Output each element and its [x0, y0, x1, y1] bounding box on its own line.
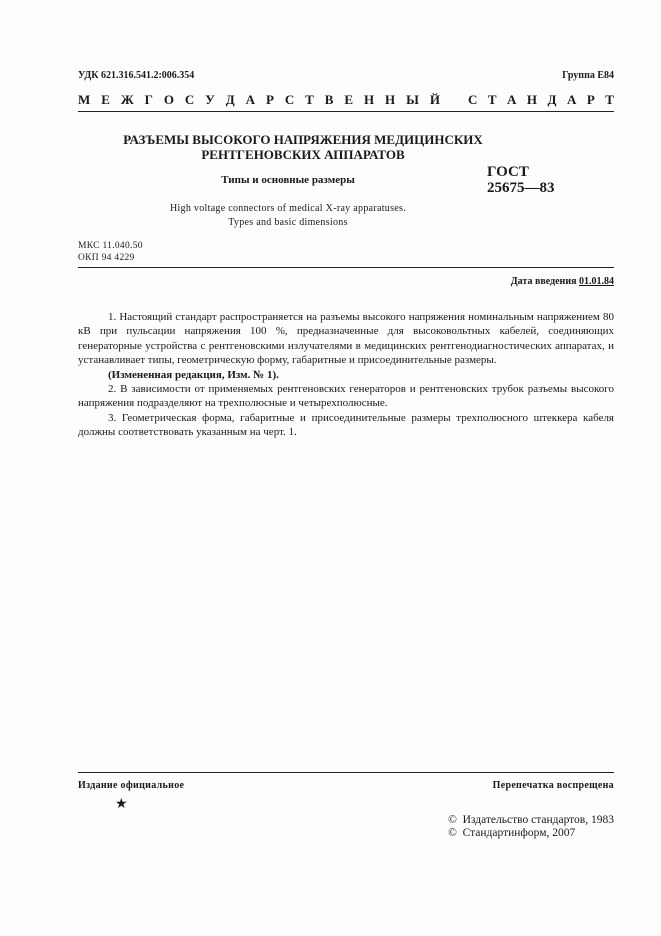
heading-letter: У: [205, 92, 215, 107]
heading-letter: А: [507, 92, 517, 107]
interstate-standard-heading: [78, 92, 614, 108]
gost-designation: [487, 164, 555, 196]
udk-code: УДК 621.316.541.2:006.354: [78, 70, 195, 81]
heading-word-interstate: [78, 92, 440, 108]
heading-letter: А: [566, 92, 577, 107]
copyright-line-1: © Издательство стандартов, 1983: [448, 814, 614, 826]
introduction-label: Дата введения: [510, 276, 577, 287]
introduction-date-value: 01.01.84: [579, 276, 614, 287]
mks-code: МКС 11.040.50: [78, 241, 143, 251]
english-title-line-2: Types and basic dimensions: [228, 217, 348, 228]
codes-rule: [78, 267, 614, 268]
heading-word-standard: [468, 92, 614, 108]
reprint-prohibited-label: Перепечатка воспрещена: [492, 780, 614, 791]
classification-codes: [78, 240, 143, 264]
heading-letter: С: [468, 92, 478, 107]
footer-rule: [78, 772, 614, 773]
paragraph-2: 2. В зависимости от применяемых рентгеновских генераторов и рентгеновских трубок разъемы высокого напряжения подразделяют на трехполюсные и четырехполюсные.: [78, 383, 614, 410]
group-code: Группа Е84: [562, 70, 614, 81]
header-rule: [78, 111, 614, 112]
heading-letter: В: [324, 92, 334, 107]
heading-letter: А: [245, 92, 255, 107]
heading-letter: Д: [225, 92, 235, 107]
paragraph-1: 1. Настоящий стандарт распространяется на разъемы высокого напряжения номинальным напряжением 80 кВ при пульсации напряжения 100 %, предназначенные для высоковольтных кабелей, соединяющих генераторные устройства с рентгеновскими излучателями в медицинских рентгенодиагностических аппаратах, и устанавливает типы, геометрическую форму, габаритные и присоединительные размеры.: [78, 311, 614, 367]
heading-letter: Г: [144, 92, 153, 107]
okp-code: ОКП 94 4229: [78, 253, 135, 263]
heading-letter: Ж: [120, 92, 134, 107]
copyright-block: [448, 814, 614, 840]
english-title-line-1: High voltage connectors of medical X-ray apparatuses.: [169, 203, 407, 214]
gost-number: 25675—83: [487, 180, 555, 196]
heading-letter: Н: [363, 92, 375, 107]
title-line-1: РАЗЪЕМЫ ВЫСОКОГО НАПРЯЖЕНИЯ МЕДИЦИНСКИХ: [123, 132, 483, 147]
document-title: [78, 132, 528, 162]
title-line-2: РЕНТГЕНОВСКИХ АППАРАТОВ: [201, 147, 405, 162]
introduction-date: [511, 276, 614, 287]
document-subtitle: Типы и основные размеры: [221, 174, 355, 186]
heading-letter: Ы: [406, 92, 419, 107]
heading-letter: Т: [487, 92, 497, 107]
star-icon: ★: [115, 797, 128, 812]
heading-letter: Д: [547, 92, 557, 107]
amendment-note: (Измененная редакция, Изм. № 1).: [108, 368, 279, 381]
gost-label: ГОСТ: [487, 164, 529, 180]
heading-letter: Р: [265, 92, 274, 107]
official-edition-label: Издание официальное: [78, 780, 185, 791]
heading-letter: Т: [305, 92, 314, 107]
heading-letter: Р: [586, 92, 595, 107]
english-title: [78, 202, 498, 230]
heading-letter: С: [284, 92, 295, 107]
heading-letter: С: [184, 92, 195, 107]
heading-letter: О: [163, 92, 174, 107]
heading-letter: Т: [605, 92, 614, 107]
copyright-line-2: © Стандартинформ, 2007: [448, 827, 576, 839]
heading-letter: Й: [429, 92, 440, 107]
heading-letter: Н: [385, 92, 396, 107]
heading-letter: Е: [101, 92, 110, 107]
heading-letter: М: [78, 92, 91, 107]
heading-letter: Е: [344, 92, 354, 107]
document-body: [78, 310, 614, 440]
heading-letter: Н: [526, 92, 538, 107]
paragraph-3: 3. Геометрическая форма, габаритные и присоединительные размеры трехполюсного штеккера кабеля должны соответствовать указанным на черт. 1.: [78, 411, 614, 439]
